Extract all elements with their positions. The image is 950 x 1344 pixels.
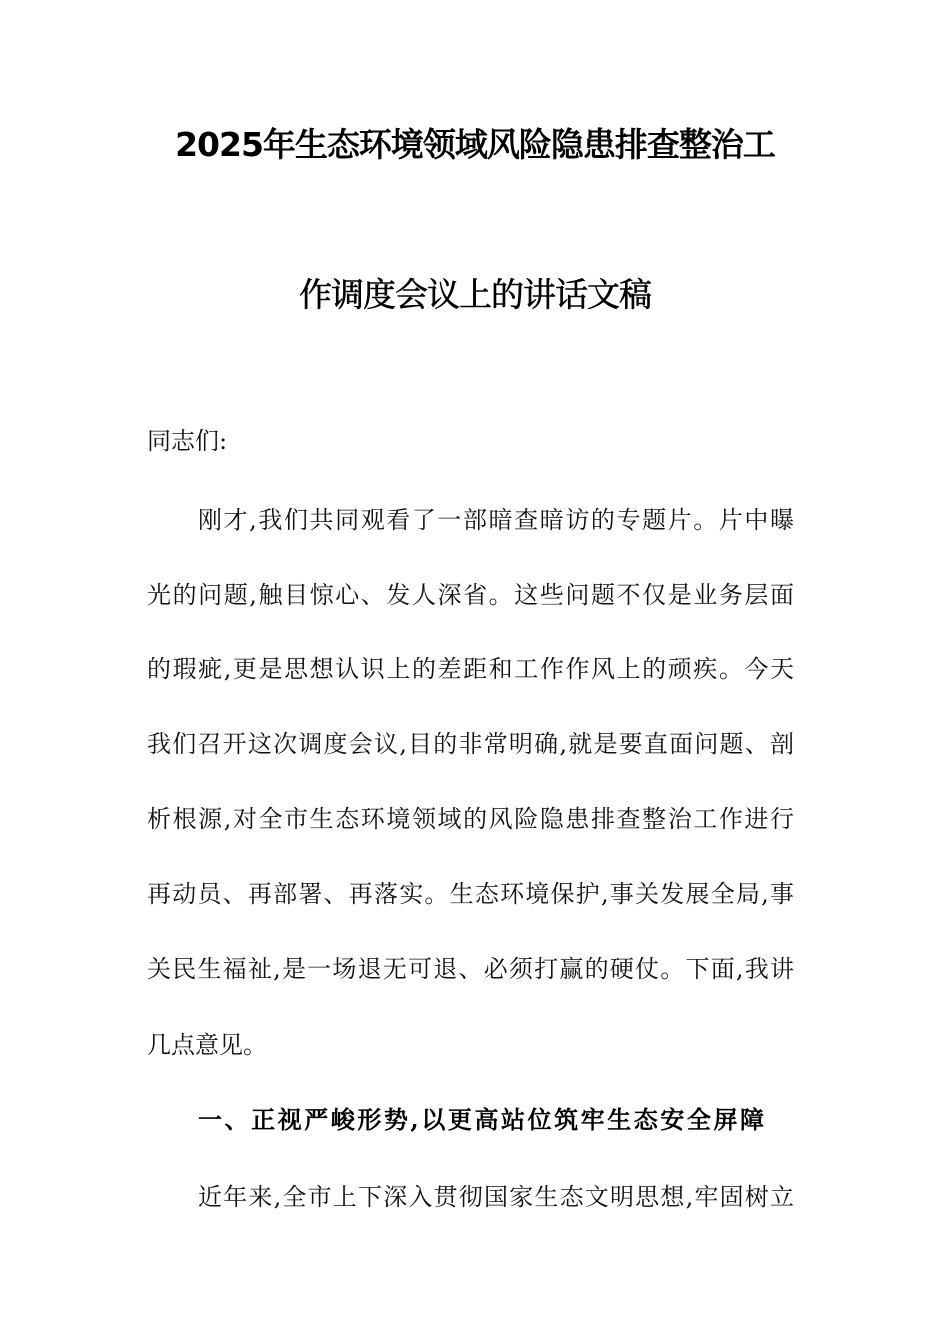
paragraph-1-line-2: 光的问题,触目惊心、发人深省。这些问题不仅是业务层面 xyxy=(147,581,794,609)
paragraph-2-line-1: 近年来,全市上下深入贯彻国家生态文明思想,牢固树立 xyxy=(198,1183,794,1211)
document-title-line-1: 2025年生态环境领域风险隐患排查整治工 xyxy=(175,125,775,164)
salutation: 同志们: xyxy=(147,427,228,455)
paragraph-1-line-6: 再动员、再部署、再落实。生态环境保护,事关发展全局,事 xyxy=(147,880,794,908)
paragraph-1-line-3: 的瑕疵,更是思想认识上的差距和工作作风上的顽疾。今天 xyxy=(147,655,794,683)
paragraph-1-line-8: 几点意见。 xyxy=(147,1031,267,1059)
section-1-heading: 一、正视严峻形势,以更高站位筑牢生态安全屏障 xyxy=(198,1105,764,1134)
document-title-line-2: 作调度会议上的讲话文稿 xyxy=(299,275,651,314)
paragraph-1-line-5: 析根源,对全市生态环境领域的风险隐患排查整治工作进行 xyxy=(147,805,794,833)
paragraph-1-line-4: 我们召开这次调度会议,目的非常明确,就是要直面问题、剖 xyxy=(147,730,794,758)
paragraph-1-line-1: 刚才,我们共同观看了一部暗查暗访的专题片。片中曝 xyxy=(198,506,794,534)
paragraph-1-line-7: 关民生福祉,是一场退无可退、必须打赢的硬仗。下面,我讲 xyxy=(147,955,794,983)
